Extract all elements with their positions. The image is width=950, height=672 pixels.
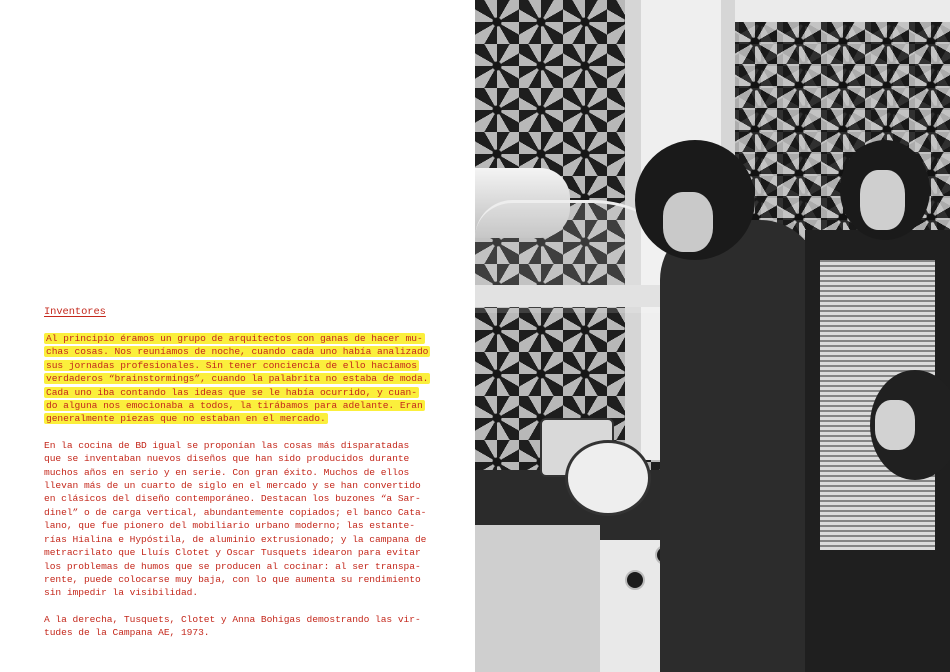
- photo-caption: [44, 613, 434, 640]
- highlighted-paragraph: [44, 332, 434, 426]
- paragraph-line: sin impedir la visibilidad.: [44, 587, 199, 599]
- caption-line: A la derecha, Tusquets, Clotet y Anna Bohigas demostrando las vir-: [44, 613, 421, 625]
- paragraph-line: rías Hialina e Hypóstila, de aluminio extrusionado; y la campana de: [44, 533, 427, 545]
- person-cooking-face: [663, 192, 713, 252]
- caption-line: tudes de la Campana AE, 1973.: [44, 627, 210, 639]
- paragraph-line: lano, que fue pionero del mobiliario urbano moderno; las estante-: [44, 520, 415, 532]
- plate: [565, 440, 651, 516]
- paragraph-line: generalmente piezas que no estaban en el mercado.: [46, 413, 326, 425]
- paragraph-line: metracrilato que Lluís Clotet y Oscar Tusquets idearon para evitar: [44, 547, 421, 559]
- paragraph-line: los problemas de humos que se producen al cocinar: al ser transpa-: [44, 560, 421, 572]
- text-column: [44, 305, 434, 653]
- person-drinking-face: [860, 170, 905, 230]
- paragraph-line: sus jornadas profesionales. Sin tener conciencia de ello hacíamos: [46, 359, 417, 371]
- person-watching-face: [875, 400, 915, 450]
- paragraph-line: muchos años en serio y en serie. Con gran éxito. Muchos de ellos: [44, 466, 410, 478]
- person-cooking: [660, 220, 820, 672]
- paragraph-line: Al principio éramos un grupo de arquitectos con ganas de hacer mu-: [46, 333, 423, 344]
- paragraph-line: rente, puede colocarse muy baja, con lo que aumenta su rendimiento: [44, 573, 421, 585]
- paragraph-line: do alguna nos emocionaba a todos, la tirábamos para adelante. Eran: [46, 400, 423, 412]
- paragraph-line: En la cocina de BD igual se proponían las cosas más disparatadas: [44, 439, 410, 451]
- paragraph-line: en clásicos del diseño contemporáneo. Destacan los buzones “a Sar-: [44, 493, 421, 505]
- paragraph-line: Cada uno iba contando las ideas que se le había ocurrido, y cuan-: [46, 386, 417, 398]
- section-heading: Inventores: [44, 306, 106, 318]
- counter: [475, 525, 600, 672]
- paragraph-line: verdaderos “brainstormings”, cuando la palabrita no estaba de moda.: [46, 373, 429, 385]
- hood-shelf: [475, 285, 665, 307]
- body-paragraph: [44, 439, 434, 600]
- ceiling: [725, 0, 950, 22]
- paragraph-line: chas cosas. Nos reuníamos de noche, cuando cada uno había analizado: [46, 346, 429, 358]
- stove-knob: [625, 570, 645, 590]
- paragraph-line: dinel” o de carga vertical, abundantemente copiados; el banco Cata-: [44, 506, 427, 518]
- kitchen-photo: [475, 0, 950, 672]
- paragraph-line: que se inventaban nuevos diseños que han sido producidos durante: [44, 453, 410, 465]
- paragraph-line: llevan más de un cuarto de siglo en el mercado y se han convertido: [44, 480, 421, 492]
